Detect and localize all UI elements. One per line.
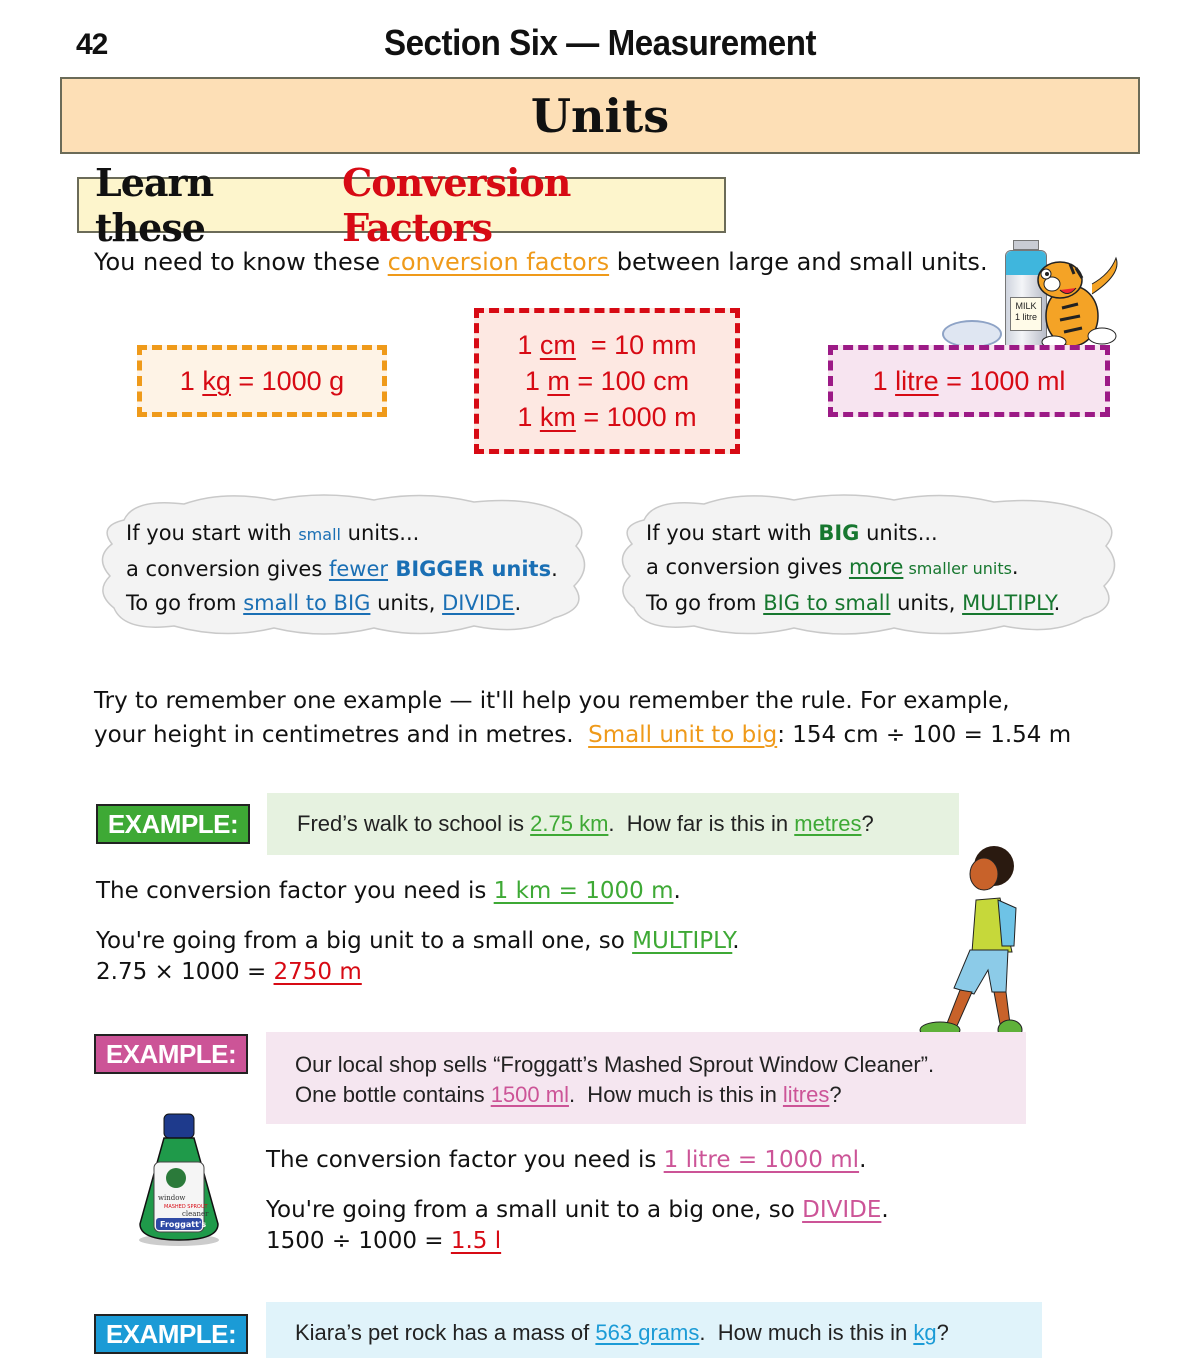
example-2-factor: The conversion factor you need is 1 litre = 1000 ml.	[266, 1147, 867, 1173]
example-question-3: Kiara’s pet rock has a mass of 563 grams. How much is this in kg?	[266, 1302, 1042, 1358]
page-title: Units	[530, 88, 670, 143]
plate-illustration	[942, 320, 1002, 348]
example-2-answer: 1.5 l	[450, 1228, 502, 1254]
walking-boy-illustration-icon	[916, 842, 1028, 1046]
example-question-1: Fred’s walk to school is 2.75 km. How far is this in metres?	[267, 793, 959, 855]
svg-text:MASHED SPROUT: MASHED SPROUT	[164, 1204, 208, 1210]
small-unit-to-big-link: Small unit to big	[588, 722, 778, 748]
example-1-calculation: 2.75 × 1000 = 2750 m	[96, 959, 362, 985]
length-factor-km: 1 km = 1000 m	[517, 402, 697, 432]
volume-factor-box	[828, 345, 1110, 417]
remember-paragraph	[94, 684, 1144, 752]
intro-before: You need to know these	[94, 248, 388, 276]
cloud-right-line-3: To go from BIG to small units, MULTIPLY.	[646, 591, 1061, 615]
example-1-method: You're going from a big unit to a small one, so MULTIPLY. 2.75 × 1000 = 2750 m	[96, 926, 740, 988]
learn-heading-box	[77, 160, 726, 250]
mass-factor-box	[137, 345, 387, 417]
cloud-right-line-1: If you start with BIG units...	[646, 521, 938, 545]
remember-line-1: Try to remember one example — it'll help you remember the rule. For example,	[94, 688, 1010, 714]
svg-text:window: window	[158, 1194, 186, 1202]
length-factor-cm: 1 cm = 10 mm	[517, 330, 697, 360]
example-2-calculation: 1500 ÷ 1000 = 1.5 l	[266, 1228, 502, 1254]
cloud-left-line-3: To go from small to BIG units, DIVIDE.	[126, 591, 522, 615]
example-question-2: Our local shop sells “Froggatt’s Mashed Sprout Window Cleaner”. One bottle contains 1500 ml. How much is this in litres?	[266, 1032, 1026, 1124]
big-to-small-rule-cloud	[614, 490, 1114, 640]
learn-heading-red: Conversion Factors	[342, 160, 571, 250]
cloud-left-line-1: If you start with small units...	[126, 521, 420, 545]
page-number: 42	[76, 28, 108, 61]
volume-factor: 1 litre = 1000 ml	[872, 366, 1066, 396]
example-1-factor: The conversion factor you need is 1 km = 1000 m.	[96, 878, 681, 904]
example-badge-1: EXAMPLE:	[96, 804, 250, 844]
page-title-banner	[60, 77, 1140, 154]
intro-text	[94, 248, 988, 276]
tiger-mascot-icon	[1032, 254, 1126, 350]
conversion-factors-link: conversion factors	[387, 248, 610, 276]
svg-text:Froggatt's: Froggatt's	[160, 1220, 207, 1229]
mass-factor: 1 kg = 1000 g	[179, 366, 345, 396]
svg-text:cleaner: cleaner	[182, 1210, 209, 1218]
learn-heading-black: Learn these	[95, 160, 214, 250]
milk-label: MILK 1 litre	[1010, 297, 1042, 331]
example-badge-3: EXAMPLE:	[94, 1314, 248, 1354]
window-cleaner-bottle-icon	[134, 1112, 224, 1248]
remember-line-2: your height in centimetres and in metres. Small unit to big: 154 cm ÷ 100 = 1.54 m	[94, 722, 1072, 748]
small-to-big-rule-cloud	[94, 490, 594, 640]
cloud-right-line-2: a conversion gives more smaller units.	[646, 555, 1019, 579]
length-factor-m: 1 m = 100 cm	[524, 366, 690, 396]
example-1-answer: 2750 m	[273, 959, 362, 985]
cloud-left-line-2: a conversion gives fewer BIGGER units.	[126, 557, 558, 581]
length-factor-box	[474, 308, 740, 454]
intro-after: between large and small units.	[609, 248, 988, 276]
section-title: Section Six — Measurement	[383, 22, 817, 63]
example-2-method: You're going from a small unit to a big one, so DIVIDE. 1500 ÷ 1000 = 1.5 l	[266, 1195, 889, 1257]
example-badge-2: EXAMPLE:	[94, 1034, 248, 1074]
